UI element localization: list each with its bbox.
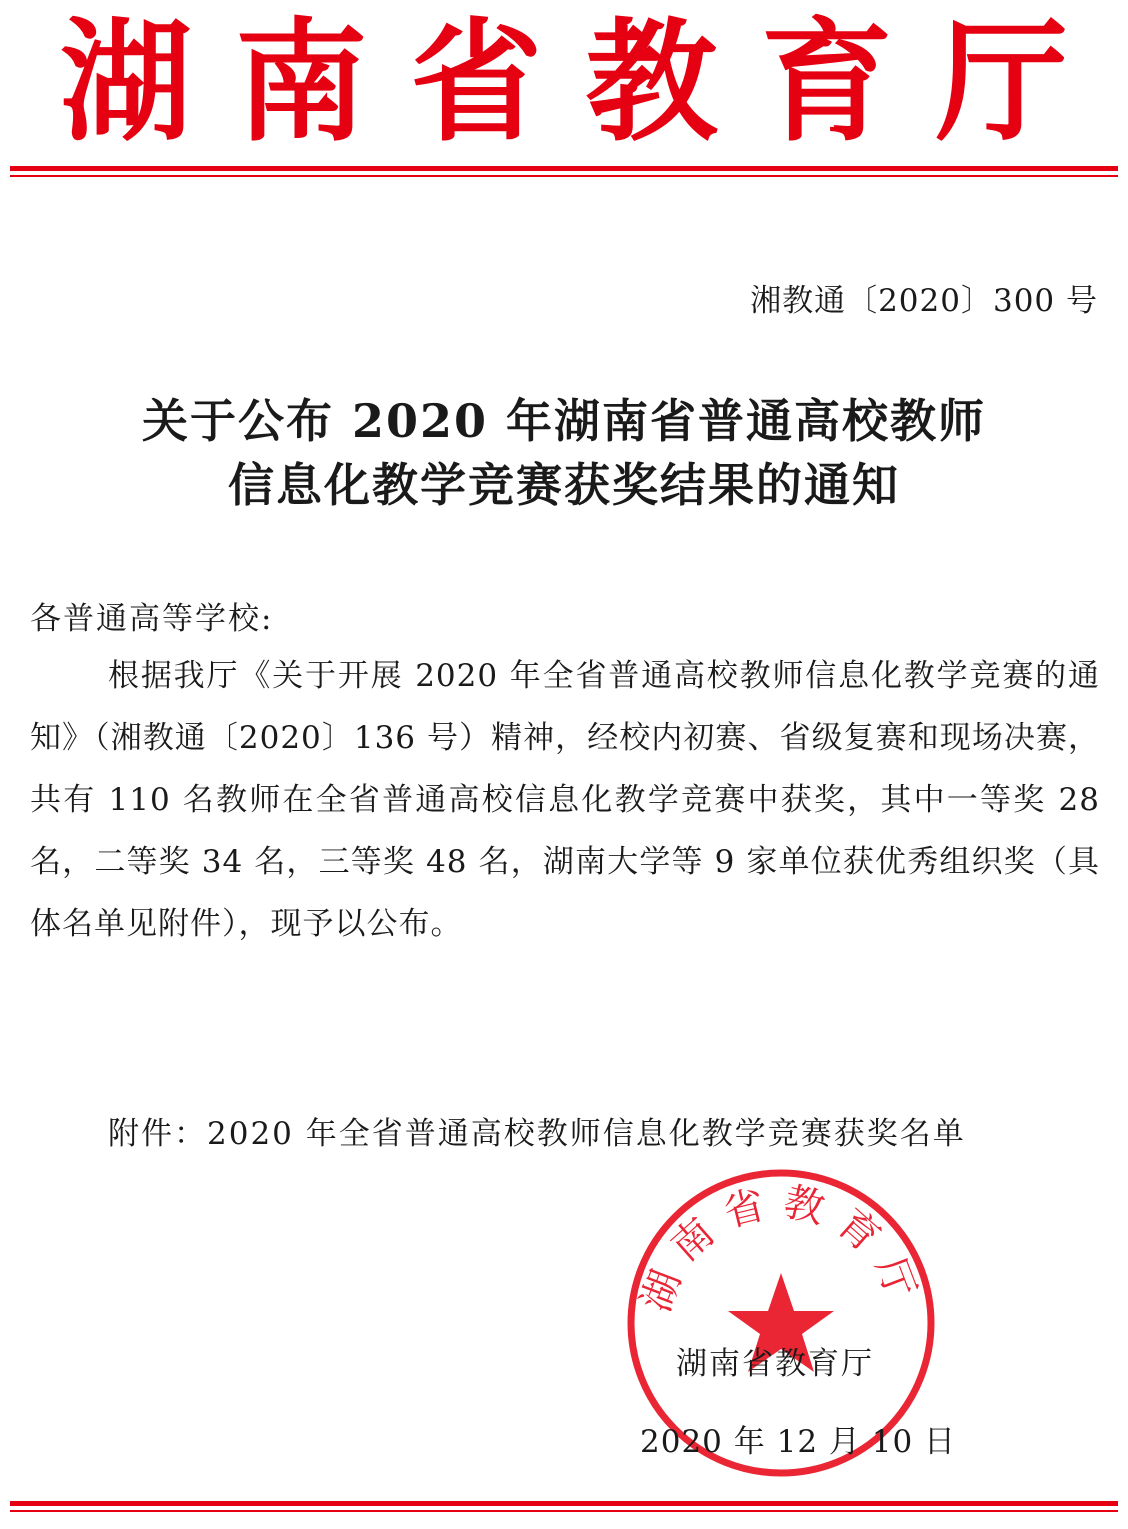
body-paragraph: 根据我厅《关于开展 2020 年全省普通高校教师信息化教学竞赛的通知》（湘教通〔2020〕136 号）精神，经校内初赛、省级复赛和现场决赛，共有 110 名教师在全省普通高校信息化教学竞赛中获奖，其中一等奖 28 名，二等奖 34 名，三等奖 48 名，湖南大学等 9 家单位获优秀组织奖（具体名单见附件），现予以公布。 <box>30 658 1100 942</box>
letterhead-char: 省 <box>410 5 543 160</box>
signature-date: 2020 年 12 月 10 日 <box>640 1424 957 1460</box>
svg-text:湖南省教育厅: 湖南省教育厅 <box>633 1178 929 1318</box>
document-title-line-1: 关于公布 2020 年湖南省普通高校教师 <box>141 394 987 448</box>
attachment-line: 附件：2020 年全省普通高校教师信息化教学竞赛获奖名单 <box>108 1116 966 1152</box>
signature-organization: 湖南省教育厅 <box>676 1346 874 1382</box>
footer-rule-thin <box>10 1510 1118 1512</box>
addressee: 各普通高等学校: <box>30 601 274 637</box>
letterhead-char: 育 <box>760 5 893 160</box>
letterhead-char: 教 <box>585 5 718 160</box>
document-title-line-2: 信息化教学竞赛获奖结果的通知 <box>228 458 900 512</box>
letterhead-title <box>0 5 1128 160</box>
header-rule-thin <box>10 175 1118 177</box>
letterhead-char: 湖 <box>60 5 192 160</box>
header-rule-thick <box>10 166 1118 171</box>
letterhead-char: 南 <box>235 5 368 160</box>
letterhead-char: 厅 <box>935 5 1068 160</box>
footer-rule-thick <box>10 1501 1118 1506</box>
document-number: 湘教通〔2020〕300 号 <box>750 283 1098 319</box>
